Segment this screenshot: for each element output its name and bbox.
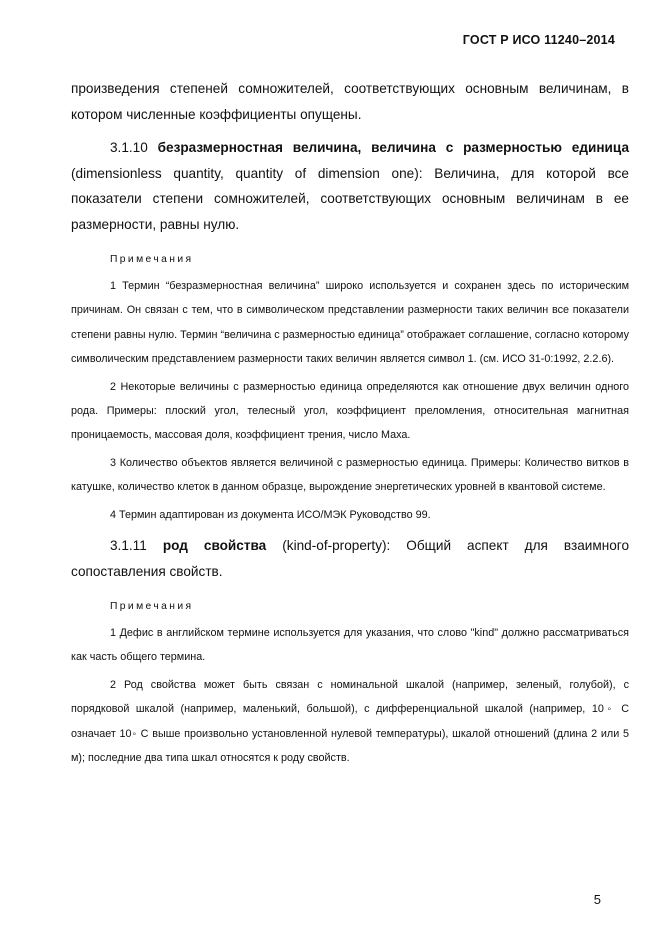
clause-number: 3.1.10	[110, 140, 158, 155]
definition-text: (kind-of-property): Общий аспект для взаимного сопоставления свойств.	[71, 538, 630, 579]
note-item: 2 Некоторые величины с размерностью единица определяются как отношение двух величин одного рода. Примеры: плоский угол, телесный угол, коэффициент преломления, относительная магнитная проницаемость, массовая доля, коэффициент трения, число Маха.	[71, 380, 629, 442]
definition-3-1-11	[71, 533, 629, 584]
term-heading: безразмерностная величина, величина с размерностью единица	[157, 140, 629, 155]
note-item: 1 Дефис в английском термине используется для указания, что слово "kind" должно рассматриваться как часть общего термина.	[71, 627, 629, 664]
paragraph-continuation: произведения степеней сомножителей, соответствующих основным величинам, в котором численные коэффициенты опущены.	[71, 81, 629, 122]
term-heading: род свойства	[162, 538, 267, 554]
clause-number: 3.1.11	[110, 538, 163, 554]
notes-heading: Примечания	[110, 254, 194, 265]
note-item: 2 Род свойства может быть связан с номинальной шкалой (например, зеленый, голубой), с порядковой шкалой (например, маленький, большой), с дифференциальной шкалой (например, 10◦ С означает 10◦ С выше произвольно установленной нулевой температуры), шкалой отношений (длина 2 или 5 м); последние два типа шкал относятся к роду свойств.	[71, 678, 629, 765]
page-number: 5	[593, 892, 601, 907]
notes-heading: Примечания	[110, 601, 194, 613]
page-body	[71, 76, 629, 771]
document-header: ГОСТ Р ИСО 11240–2014	[462, 33, 615, 47]
note-item: 3 Количество объектов является величиной с размерностью единица. Примеры: Количество витков в катушке, количество клеток в данном образце, вырождение энергетических уровней в квантовой системе.	[71, 456, 629, 494]
note-item: 4 Термин адаптирован из документа ИСО/МЭК Руководство 99.	[110, 508, 431, 521]
note-item: 1 Термин “безразмерностная величина” широко используется и сохранен здесь по историческим причинам. Он связан с тем, что в символическом представлении размерности таких величин все показатели степени равны нулю. Термин “величина с размерностью единица” отображает соглашение, согласно которому символическим представлением размерности таких величин является символ 1. (см. ИСО 31-0:1992, 2.2.6).	[71, 280, 629, 366]
definition-text: (dimensionless quantity, quantity of dimension one): Величина, для которой все показатели степени сомножителей, соответствующих основным величинам в ее размерности, равны нулю.	[71, 165, 629, 232]
definition-3-1-10	[71, 135, 629, 237]
